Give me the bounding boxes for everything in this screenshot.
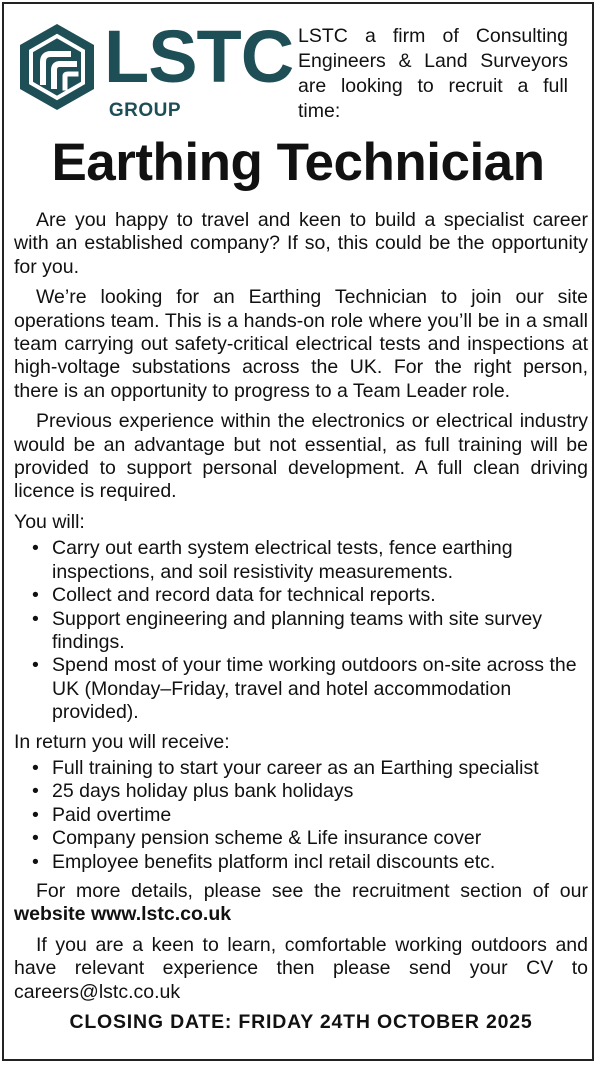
list-item: • Collect and record data for technical reports. (32, 584, 588, 607)
lstc-logo-mark-icon (18, 22, 96, 112)
list-item: • Spend most of your time working outdoors on-site across the UK (Monday–Friday, travel and hotel accommodation provided). (32, 654, 588, 724)
you-will-list (14, 537, 588, 724)
in-return-list (14, 757, 588, 874)
list-item: • Support engineering and planning teams with site survey findings. (32, 608, 588, 655)
list-item: • Carry out earth system electrical tests, fence earthing inspections, and soil resistivity measurements. (32, 537, 588, 584)
you-will-heading: You will: (14, 510, 85, 533)
list-item: • Company pension scheme & Life insurance cover (32, 827, 588, 850)
website-link[interactable]: website www.lstc.co.uk (14, 903, 232, 926)
details-paragraph (14, 880, 588, 927)
paragraph-role: We’re looking for an Earthing Technician to join our site operations team. This is a hands-on role where you’ll be in a small team carrying out safety-critical electrical tests and inspections at high-voltage substations across the UK. For the right person, there is an opportunity to progress to a Team Leader role. (14, 286, 588, 402)
details-text: For more details, please see the recruitment section of our (36, 879, 588, 902)
in-return-heading: In return you will receive: (14, 730, 230, 753)
logo-wordmark: LSTC (104, 15, 294, 98)
advert-body (14, 209, 588, 1034)
paragraph-experience: Previous experience within the electronics or electrical industry would be an advantage but not essential, as full training will be provided to support personal development. A full clean driving licence is required. (14, 410, 588, 503)
list-item: • Paid overtime (32, 804, 588, 827)
paragraph-intro: Are you happy to travel and keen to build a specialist career with an established company? If so, this could be the opportunity for you. (14, 209, 588, 278)
list-item: • Full training to start your career as an Earthing specialist (32, 757, 588, 780)
intro-text: LSTC a firm of Consulting Engineers & Land Surveyors are looking to recruit a full time: (298, 25, 568, 122)
logo-group-label: GROUP (108, 100, 182, 121)
header (4, 4, 592, 134)
list-item: • 25 days holiday plus bank holidays (32, 780, 588, 803)
list-item: • Employee benefits platform incl retail discounts etc. (32, 851, 588, 874)
job-title: Earthing Technician (51, 133, 545, 192)
closing-date: CLOSING DATE: FRIDAY 24TH OCTOBER 2025 (69, 1011, 533, 1033)
job-advert (2, 2, 594, 1061)
apply-paragraph: If you are a keen to learn, comfortable working outdoors and have relevant experience then please send your CV to careers@lstc.co.uk (14, 933, 588, 1003)
